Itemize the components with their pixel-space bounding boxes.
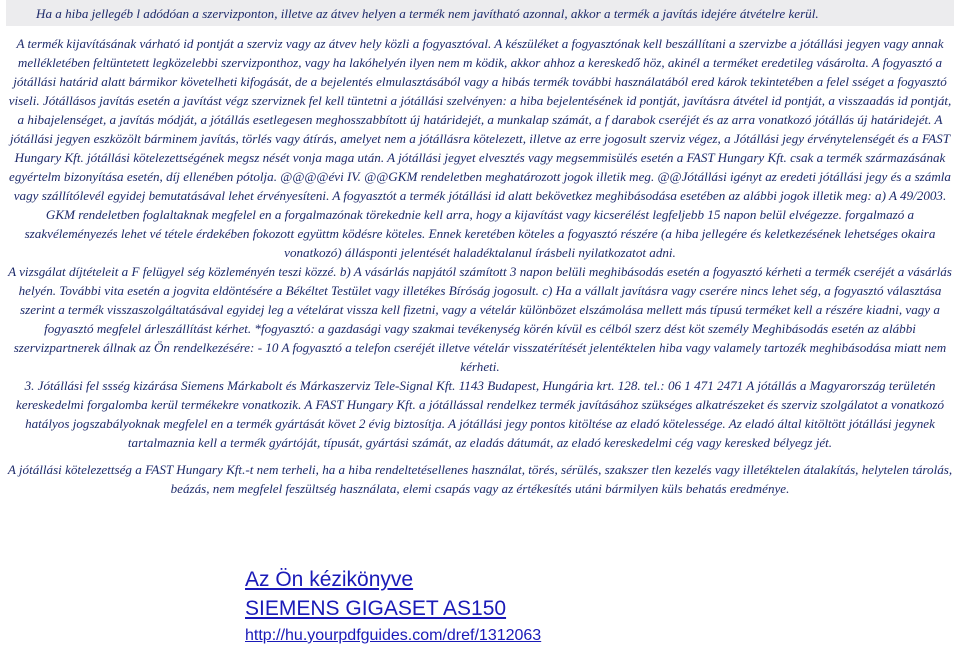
product-link[interactable]: SIEMENS GIGASET AS150 <box>245 597 507 620</box>
paragraph-second: A vizsgálat díjtételeit a F felügyel ség közleményén teszi közzé. b) A vásárlás napjától számított 3 napon belüli meghibásodás esetén a fogyasztó kérheti a termék cseréjét a vásárlás helyén. További vita esetén a jogvita eldöntésére a Békéltet Testület vagy illetékes Bíróság jogosult. c) Ha a vállalt javításra vagy cserére nincs lehet ség, a fogyasztó választása szerint a termék visszaszolgáltatásával egyidej leg a vételárat vissza kell fizetni, vagy a vételár különbözet elszámolása mellett más típusú terméket kell a részére kiadni, vagy a fogyasztó megfelel árleszállítást kérhet. *fogyasztó: a gazdasági vagy szakmai tevékenység körén kívül es célból szerz dést köt személy Meghibásodás esetén az alábbi szervizpartnerek állnak az Ön rendelkezésére: - 10 A fogyasztó a telefon cseréjét illetve vételár visszatérítését jelentéktelen hiba vagy valamely tartozék meghibásodása miatt nem kérheti. <box>8 264 952 374</box>
manual-links <box>245 566 541 648</box>
paragraph-gap <box>6 452 954 460</box>
band-text: Ha a hiba jellegéb l adódóan a szervizponton, illetve az átvev helyen a termék nem javítható azonnal, akkor a termék a javítás idejére átvételre kerül. <box>36 6 819 21</box>
paragraph-third: 3. Jótállási fel ssség kizárása Siemens Márkabolt és Márkaszerviz Tele-Signal Kft. 1143 Budapest, Hungária krt. 128. tel.: 06 1 471 2471 A jótállás a Magyarország területén kereskedelmi forgalomba kerül termékekre vonatkozik. A FAST Hungary Kft. a jótállással rendelkez termék javításához szükséges alkatrészeket és szerviz szolgálatot a vonatkozó hatályos jogszabályoknak megfelel en a termék gyártását követ 2 évig biztosítja. A jótállási jegy pontos kitöltése az eladó kötelessége. Az eladó által kitöltött jótállási jegynek tartalmaznia kell a termék gyártóját, típusát, gyártási számát, az eladás dátumát, az eladó kereskedelmi cég vagy keresked bélyegz jét. <box>15 378 945 450</box>
paragraph-fourth: A jótállási kötelezettség a FAST Hungary Kft.-t nem terheli, ha a hiba rendeltetésellenes használat, törés, sérülés, szakszer tlen kezelés vagy illetéktelen átalakítás, helytelen tárolás, beázás, nem megfelel feszültség használata, elemi csapás vagy az értékesítés utáni bármilyen küls behatás eredménye. <box>7 462 953 496</box>
manual-link[interactable]: Az Ön kézikönyve <box>245 568 414 591</box>
url-link[interactable]: http://hu.yourpdfguides.com/dref/1312063 <box>245 627 542 644</box>
paragraph-main: A termék kijavításának várható id pontját a szerviz vagy az átvev hely közli a fogyasztóval. A készüléket a fogyasztónak kell beszállítani a szervizbe a jótállási jegyen vagy annak mellékletében feltüntetett legközelebbi szervizponthoz, vagy ha lakóhelyén ilyen nem m ködik, akkor ahhoz a kereskedő höz, akinél a terméket eredetileg vásárolta. A fogyasztó a jótállási határid alatt bármikor követelheti kifogását, de a bejelentés elmulasztásából vagy a hibás termék további használatából ered károk tekintetében a felel sséget a fogyasztó viseli. Jótállásos javítás esetén a javítást végz szerviznek fel kell tüntetni a jótállási szelvényen: a hiba bejelentésének id pontját, javításra átvétel id pontját, a visszaadás id pontját, a hibajelenséget, a javítás módját, a jótállás esetlegesen meghosszabbított új határidejét, a munkalap számát, a f darabok cseréjét és az arra vonatkozó jótállás új határidejét. A jótállási jegyen eszközölt bárminem javítás, törlés vagy átírás, amelyet nem a jótállásra kötelezett, illetve az erre jogosult szerviz végez, a Jótállási jegy érvénytelenségét és a FAST Hungary Kft. jótállási kötelezettségének megsz nését vonja maga után. A jótállási jegyet elvesztés vagy megsemmisülés esetén a FAST Hungary Kft. csak a termék származásának egyértelm bizonyítása esetén, díj ellenében pótolja. @@@@évi IV. @@GKM rendeletben meghatározott jogok illetik meg. @@Jótállási igényt az eredeti jótállási jegy és a számla vagy szállítólevél egyidej bemutatásával lehet érvényesíteni. A fogyasztót a termék jótállási id alatt bekövetkez meghibásodása esetében az alábbi jogok illetik meg: a) A 49/2003. GKM rendeletben foglaltaknak megfelel en a forgalmazónak törekednie kell arra, hogy a kijavítást vagy kicserélést legfeljebb 15 napon belül elvégezze. forgalmazó a szakvéleményezés lehet vé tétele érdekében fokozott együttm ködésre köteles. Ennek keretében köteles a fogyasztó részére (a hiba jellegére és keletkezésének lehetséges okaira vonatkozó) állásponti jelentését haladéktalanul írásbeli nyilatkozatot adni. <box>8 36 952 260</box>
info-band <box>6 0 954 26</box>
document-body <box>6 34 954 498</box>
